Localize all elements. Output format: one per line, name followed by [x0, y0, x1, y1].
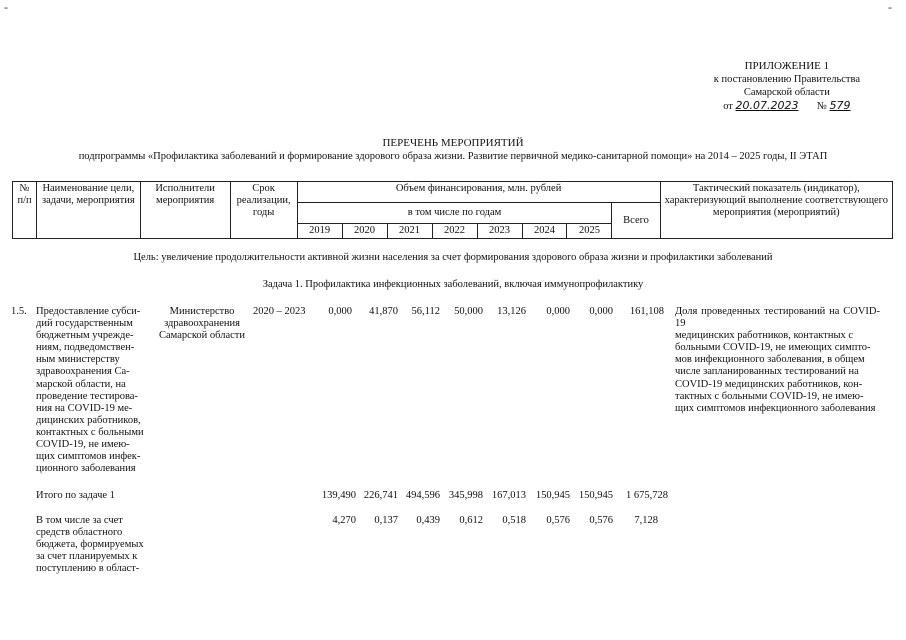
name-line: проведение тестирова- — [36, 390, 138, 402]
indicator-line: тактных с больными COVID-19, не имею- — [675, 390, 864, 402]
name-line: дицинских работников, — [36, 414, 141, 426]
number-prefix: № — [816, 101, 827, 112]
row-1-5-num: 1.5. — [11, 306, 27, 317]
appendix-line2: к постановлению Правительства — [713, 74, 860, 85]
row-regional-2023: 0,518 — [502, 515, 526, 526]
row-1-5-2024: 0,000 — [546, 306, 570, 317]
header-year-2020: 2020 — [342, 224, 387, 239]
goal-heading: Цель: увеличение продолжительности активной жизни населения за счет формирования здорового образа жизни и профилактики заболеваний — [133, 252, 773, 263]
name-line: Предоставление субси- — [36, 306, 141, 317]
executor-line: Министерство — [169, 306, 235, 317]
row-total-2019: 139,490 — [321, 490, 356, 501]
row-regional-label — [36, 515, 150, 575]
appendix-block — [714, 60, 860, 113]
name-line: контактных с больными — [36, 426, 144, 438]
row-1-5-2019: 0,000 — [328, 306, 352, 317]
header-year-2022: 2022 — [432, 224, 477, 239]
label-line: В том числе за счет — [36, 515, 123, 526]
task-heading: Задача 1. Профилактика инфекционных заболеваний, включая иммунопрофилактику — [262, 279, 644, 290]
row-regional-2021: 0,439 — [416, 515, 440, 526]
indicator-line: медицинских работников, контактных с — [675, 330, 854, 342]
label-line: средств областного — [36, 527, 123, 539]
header-name: Наименование цели, задачи, мероприятия — [37, 182, 141, 239]
name-line: бюджетным учрежде- — [36, 330, 134, 342]
row-total-2022: 345,998 — [448, 490, 483, 501]
name-line: ционного заболевания — [36, 463, 136, 475]
header-term: Срок реализации, годы — [230, 182, 297, 239]
row-regional-2022: 0,612 — [459, 515, 483, 526]
row-regional-2025: 0,576 — [589, 515, 613, 526]
name-line: COVID-19, не имею- — [36, 439, 130, 451]
header-num: № п/п — [13, 182, 37, 239]
handwritten-number: 579 — [829, 99, 851, 112]
header-year-2019: 2019 — [297, 224, 342, 239]
indicator-line: COVID-19 медицинских работников, кон- — [675, 378, 863, 390]
label-line: бюджета, формируемых — [36, 539, 144, 551]
name-line: дий государственным — [36, 318, 133, 330]
executor-line: Самарской области — [159, 330, 245, 342]
table-header — [12, 181, 893, 239]
indicator-line: мов инфекционного заболевания, в общем — [675, 354, 865, 366]
corner-mark-right: - — [888, 0, 892, 14]
corner-mark-left: - — [4, 0, 8, 14]
header-total: Всего — [612, 203, 660, 239]
name-line: ным министерству — [36, 354, 120, 366]
header-executors: Исполнители мероприятия — [140, 182, 230, 239]
indicator-line: Доля проведенных тестирований на COVID-19 — [675, 306, 880, 330]
indicator-line: больными COVID-19, не имеющих симпто- — [675, 342, 871, 354]
header-year-2024: 2024 — [522, 224, 567, 239]
appendix-date-line — [714, 99, 860, 113]
row-total-2021: 494,596 — [405, 490, 440, 501]
row-1-5-2021: 56,112 — [411, 306, 440, 317]
row-regional-2020: 0,137 — [374, 515, 398, 526]
row-1-5-executor — [155, 306, 249, 342]
row-regional-2019: 4,270 — [332, 515, 356, 526]
header-by-years: в том числе по годам — [297, 203, 612, 224]
row-1-5-2023: 13,126 — [497, 306, 526, 317]
row-total-2025: 150,945 — [578, 490, 613, 501]
row-regional-2024: 0,576 — [546, 515, 570, 526]
row-regional-total: 7,128 — [634, 515, 658, 526]
header-year-2025: 2025 — [567, 224, 612, 239]
appendix-line3: Самарской области — [743, 87, 830, 98]
page-title: ПЕРЕЧЕНЬ МЕРОПРИЯТИЙ — [382, 137, 524, 149]
row-total-2024: 150,945 — [535, 490, 570, 501]
row-total-label: Итого по задаче 1 — [36, 490, 115, 501]
row-1-5-2020: 41,870 — [369, 306, 398, 317]
row-1-5-2022: 50,000 — [454, 306, 483, 317]
row-total-total: 1 675,728 — [626, 490, 668, 501]
name-line: здравоохранения Са- — [36, 366, 130, 378]
name-line: щих симптомов инфек- — [36, 451, 141, 463]
row-1-5-name — [36, 306, 150, 475]
date-prefix: от — [723, 101, 733, 112]
name-line: ниям, подведомствен- — [36, 342, 135, 354]
header-year-2023: 2023 — [477, 224, 522, 239]
row-1-5-term: 2020 – 2023 — [253, 306, 306, 317]
header-indicator: Тактический показатель (индикатор), характеризующий выполнение соответствующего мероприятия (мероприятий) — [660, 182, 892, 239]
appendix-title: ПРИЛОЖЕНИЕ 1 — [744, 60, 830, 72]
executor-line: здравоохранения — [164, 318, 240, 330]
indicator-line: щих симптомов инфекционного заболевания — [675, 402, 876, 414]
name-line: марской области, на — [36, 378, 126, 390]
row-1-5-total: 161,108 — [629, 306, 664, 317]
name-line: ния на COVID-19 ме- — [36, 402, 133, 414]
row-total-2023: 167,013 — [491, 490, 526, 501]
header-financing: Объем финансирования, млн. рублей — [297, 182, 660, 203]
header-year-2021: 2021 — [387, 224, 432, 239]
page-subtitle: подпрограммы «Профилактика заболеваний и формирование здорового образа жизни. Развитие первичной медико-санитарной помощи» на 2014 – 2025 годы, II ЭТАП — [78, 151, 828, 162]
label-line: за счет планируемых к — [36, 551, 138, 563]
row-1-5-indicator — [675, 306, 880, 415]
indicator-line: числе запланированных тестирований на — [675, 366, 859, 378]
row-1-5-2025: 0,000 — [589, 306, 613, 317]
handwritten-date: 20.07.2023 — [735, 99, 799, 112]
row-total-2020: 226,741 — [363, 490, 398, 501]
label-line: поступлению в област- — [36, 563, 140, 575]
